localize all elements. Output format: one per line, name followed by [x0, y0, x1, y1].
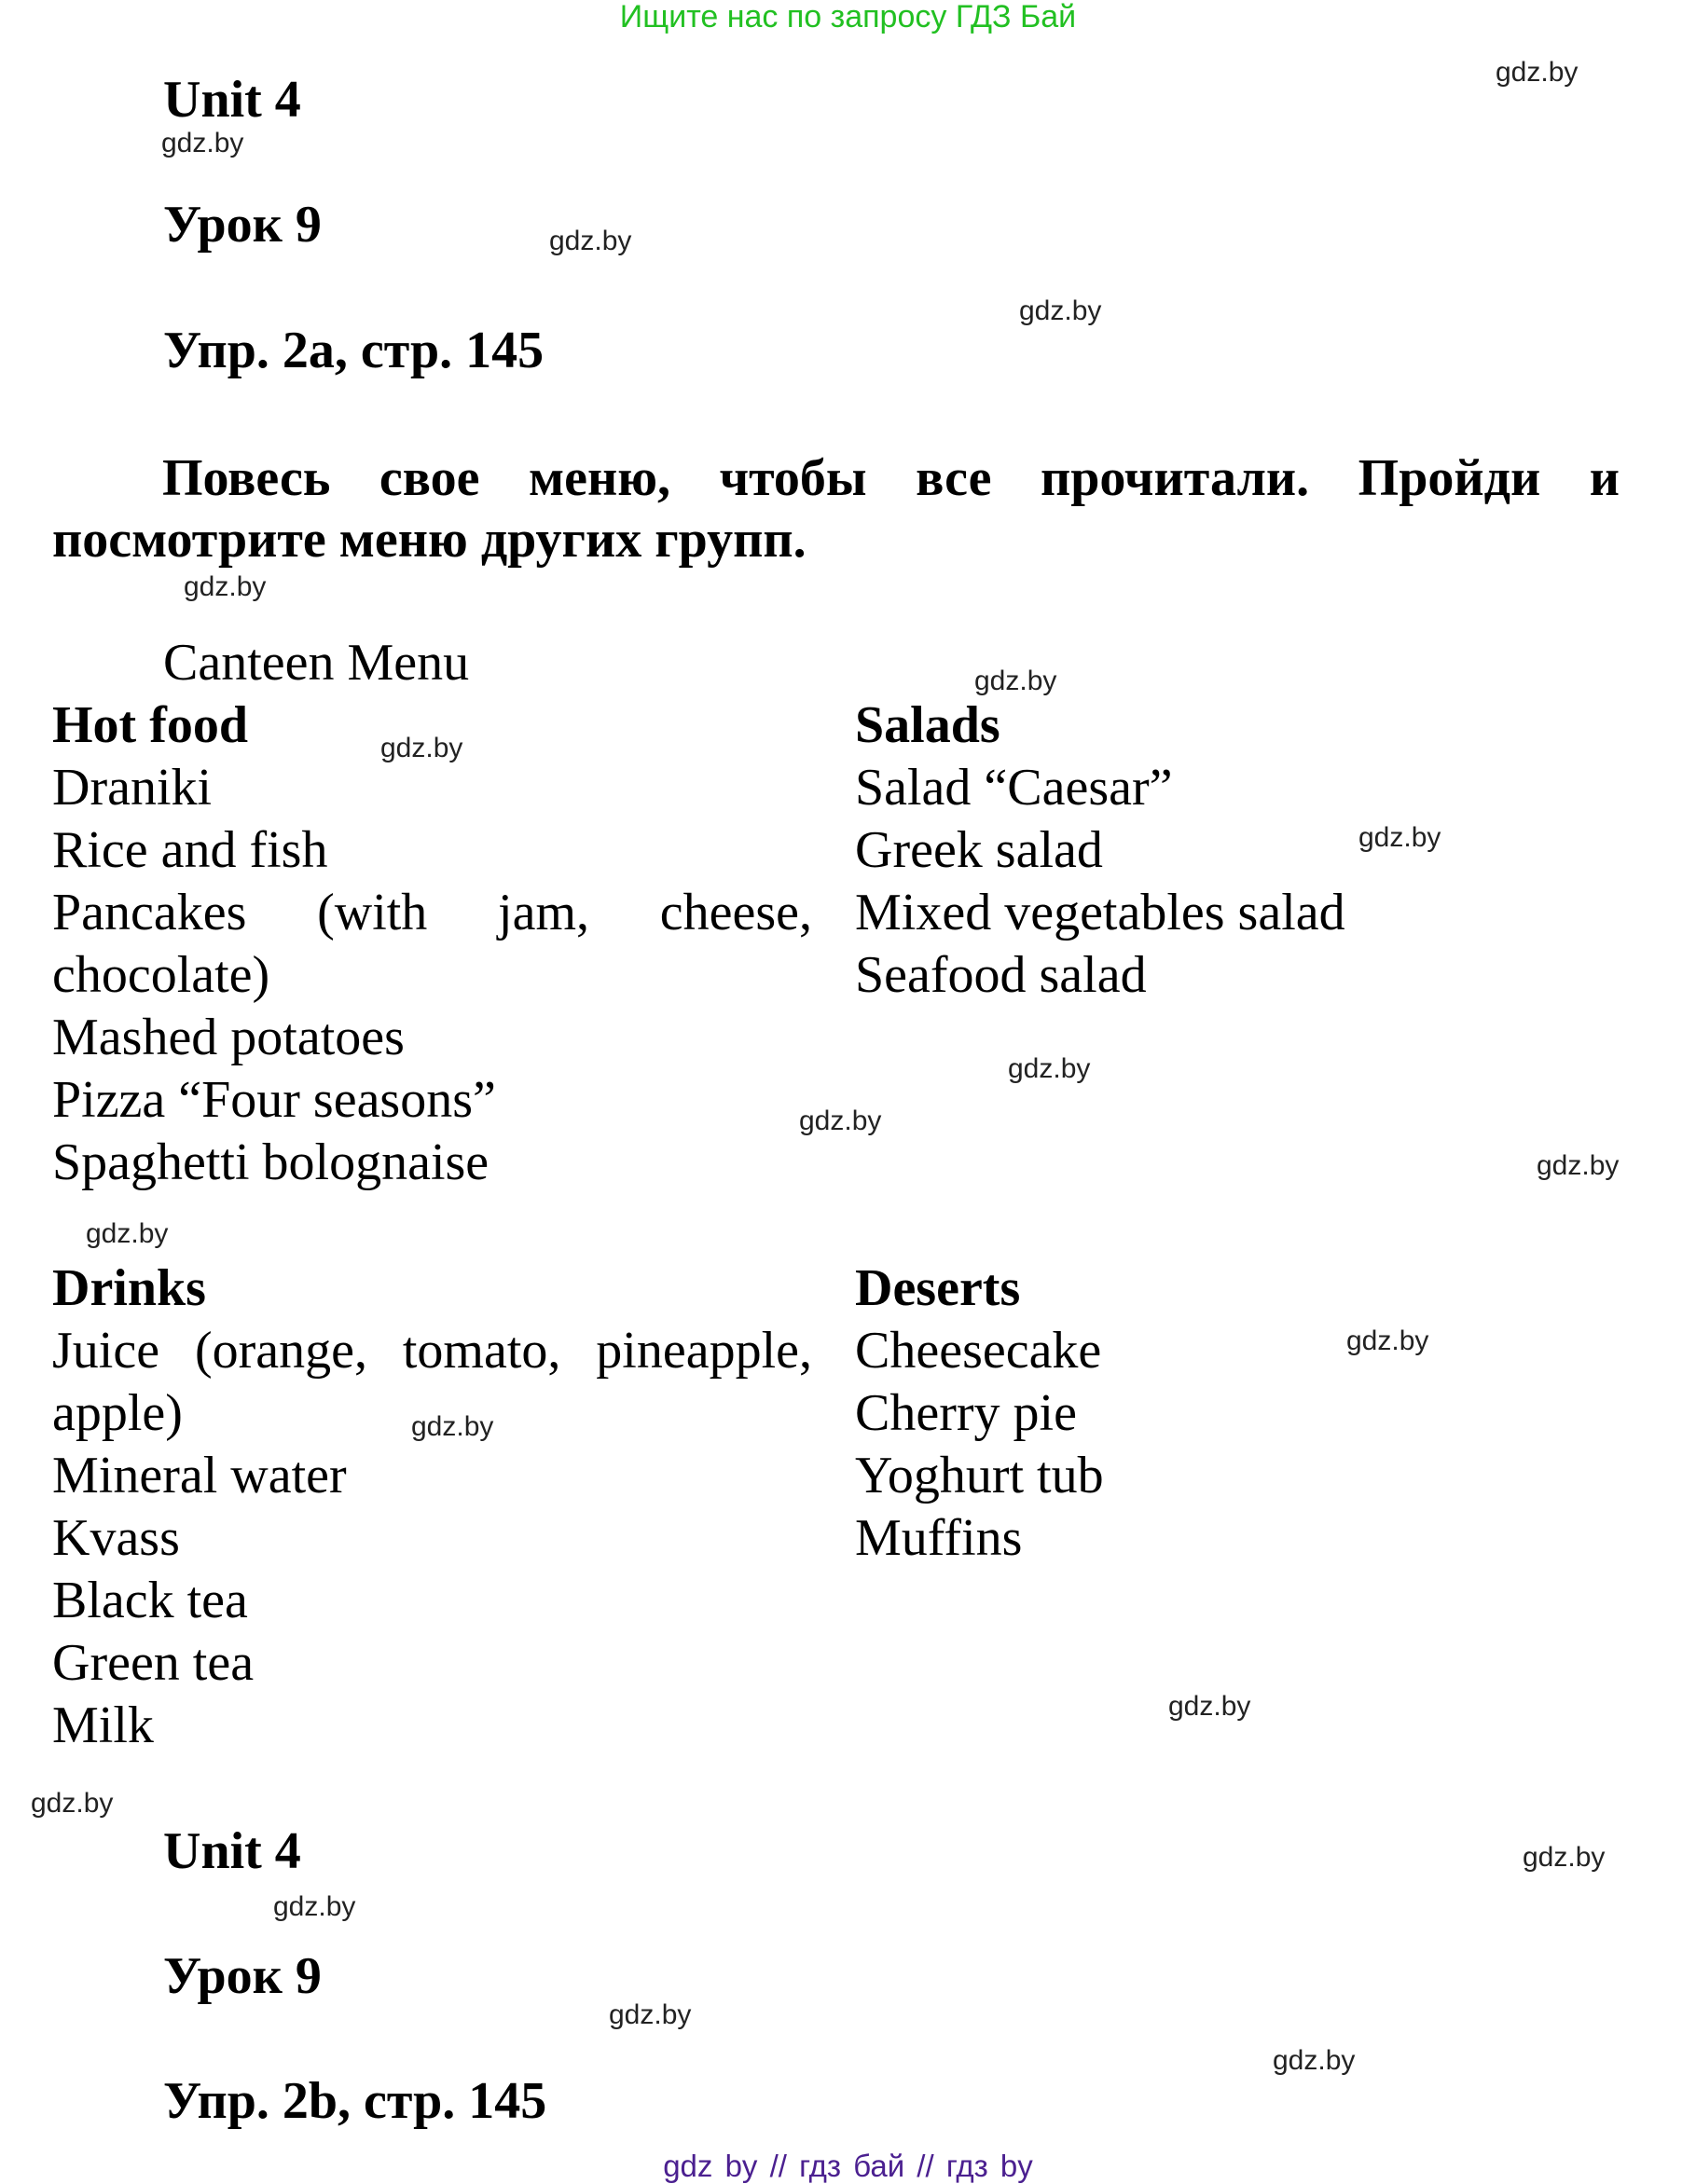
- footer-links: gdz by // гдз бай // гдз by: [663, 2149, 1033, 2183]
- salads-section: [855, 694, 1615, 1007]
- watermark: gdz.by: [799, 1106, 882, 1136]
- unit-heading: Unit 4: [163, 71, 301, 129]
- task-line-2: посмотрите меню других групп.: [52, 511, 807, 569]
- task-line-1: Повесь свое меню, чтобы все прочитали. Пройди и: [162, 449, 1620, 507]
- watermark: gdz.by: [974, 666, 1057, 696]
- menu-item: Mixed vegetables salad: [855, 884, 1345, 941]
- watermark: gdz.by: [1168, 1691, 1251, 1722]
- watermark: gdz.by: [184, 571, 267, 602]
- menu-item: Juice (orange, tomato, pineapple,: [52, 1322, 812, 1380]
- watermark: gdz.by: [609, 1999, 692, 2030]
- menu-item: Yoghurt tub: [855, 1447, 1104, 1504]
- watermark: gdz.by: [1008, 1053, 1091, 1084]
- watermark: gdz.by: [1273, 2045, 1356, 2076]
- menu-item: Cheesecake: [855, 1322, 1102, 1380]
- menu-item: Draniki: [52, 759, 213, 817]
- menu-item: Milk: [52, 1696, 154, 1754]
- watermark: gdz.by: [411, 1411, 494, 1442]
- lesson-heading: Урок 9: [163, 196, 322, 254]
- watermark: gdz.by: [549, 226, 632, 256]
- task-text: [52, 447, 1620, 570]
- menu-item: Salad “Caesar”: [855, 759, 1173, 817]
- watermark: gdz.by: [1019, 295, 1102, 326]
- menu-item: Greek salad: [855, 821, 1103, 879]
- watermark: gdz.by: [1523, 1842, 1606, 1873]
- menu-item: Mineral water: [52, 1447, 347, 1504]
- menu-item: Spaghetti bolognaise: [52, 1133, 489, 1191]
- watermark: gdz.by: [161, 128, 244, 158]
- exercise-heading: Упр. 2а, стр. 145: [163, 322, 545, 379]
- menu-item: Cherry pie: [855, 1384, 1077, 1442]
- watermark: gdz.by: [31, 1788, 114, 1819]
- watermark: gdz.by: [273, 1891, 356, 1922]
- menu-item: Green tea: [52, 1634, 255, 1692]
- menu-item: Mashed potatoes: [52, 1009, 405, 1066]
- watermark: gdz.by: [380, 733, 463, 763]
- unit-heading-2: Unit 4: [163, 1822, 301, 1880]
- menu-item: Rice and fish: [52, 821, 328, 879]
- watermark: gdz.by: [1496, 57, 1579, 88]
- menu-item: Seafood salad: [855, 946, 1147, 1004]
- deserts-section: [855, 1257, 1615, 1570]
- hot-food-section: [52, 694, 812, 1194]
- menu-item: Pizza “Four seasons”: [52, 1071, 496, 1129]
- menu-item: chocolate): [52, 946, 270, 1004]
- watermark: gdz.by: [1537, 1150, 1620, 1181]
- watermark: gdz.by: [1346, 1326, 1429, 1356]
- menu-item: Black tea: [52, 1572, 248, 1629]
- section-heading: Drinks: [52, 1259, 206, 1317]
- lesson-heading-2: Урок 9: [163, 1947, 322, 2005]
- menu-title: Canteen Menu: [163, 634, 470, 692]
- menu-item: Muffins: [855, 1509, 1023, 1567]
- drinks-section: [52, 1257, 812, 1757]
- section-heading: Deserts: [855, 1259, 1021, 1317]
- menu-item: Pancakes (with jam, cheese,: [52, 884, 812, 941]
- search-banner: Ищите нас по запросу ГДЗ Бай: [619, 0, 1077, 34]
- exercise-heading-2: Упр. 2b, стр. 145: [163, 2072, 547, 2130]
- watermark: gdz.by: [86, 1218, 169, 1249]
- menu-item: Kvass: [52, 1509, 180, 1567]
- section-heading: Hot food: [52, 696, 248, 754]
- watermark: gdz.by: [1358, 822, 1441, 853]
- section-heading: Salads: [855, 696, 1000, 754]
- menu-item: apple): [52, 1384, 183, 1442]
